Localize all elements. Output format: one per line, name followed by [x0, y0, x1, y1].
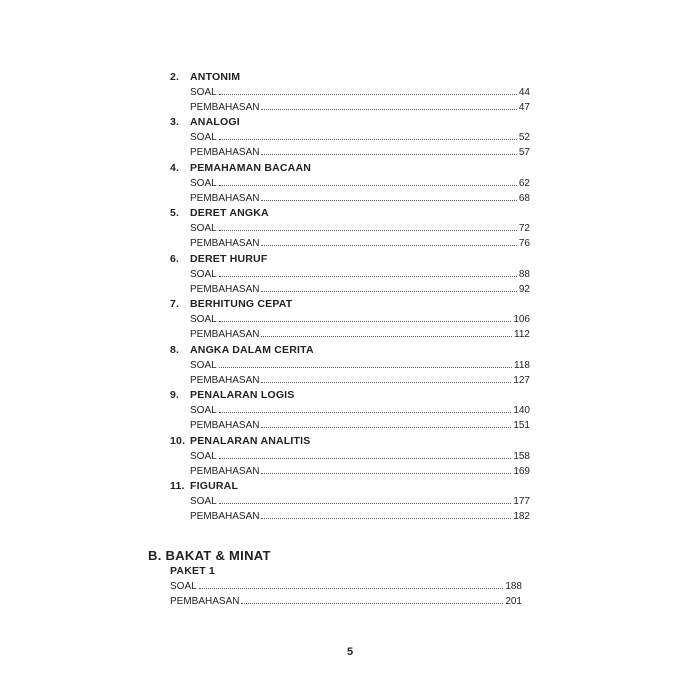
chapter-number: 9. — [170, 389, 180, 401]
entry-label: SOAL — [190, 405, 217, 416]
toc-chapter — [170, 252, 530, 297]
toc-chapter — [170, 206, 530, 251]
dot-leader — [261, 381, 511, 383]
dot-leader — [219, 138, 517, 140]
entry-page: 151 — [513, 420, 530, 431]
dot-leader — [261, 108, 516, 110]
entry-label: PEMBAHASAN — [190, 375, 260, 386]
entry-label: SOAL — [190, 314, 217, 325]
chapter-title: PENALARAN ANALITIS — [190, 435, 311, 447]
toc-chapter — [170, 70, 530, 115]
dot-leader — [199, 587, 504, 589]
entry-page: 52 — [518, 132, 530, 143]
toc-entry — [170, 358, 530, 373]
section-b-title: B. BAKAT & MINAT — [148, 548, 271, 563]
toc-entry — [170, 267, 530, 282]
toc-entry — [170, 191, 530, 206]
chapter-number: 10. — [170, 435, 186, 447]
entry-label: PEMBAHASAN — [190, 193, 260, 204]
toc-entry — [170, 327, 530, 342]
chapter-number: 2. — [170, 71, 180, 83]
toc-entry — [170, 509, 530, 524]
toc-entry — [170, 176, 530, 191]
entry-page: 140 — [513, 405, 530, 416]
chapter-number: 3. — [170, 116, 180, 128]
entry-label: SOAL — [190, 360, 217, 371]
chapter-heading — [170, 115, 530, 130]
entry-label: SOAL — [190, 178, 217, 189]
entry-label: PEMBAHASAN — [190, 511, 260, 522]
entry-label: PEMBAHASAN — [170, 596, 240, 607]
entry-page: 188 — [505, 581, 522, 592]
chapter-title: BERHITUNG CEPAT — [190, 298, 293, 310]
toc-entry — [170, 145, 530, 160]
toc-entry — [170, 594, 522, 609]
toc-entry — [170, 130, 530, 145]
toc-entry — [170, 464, 530, 479]
dot-leader — [219, 229, 517, 231]
entry-page: 112 — [514, 329, 530, 340]
chapter-heading — [170, 252, 530, 267]
chapter-title: PEMAHAMAN BACAAN — [190, 162, 312, 174]
toc-entry — [170, 494, 530, 509]
entry-label: SOAL — [190, 87, 217, 98]
toc-entry — [170, 373, 530, 388]
entry-label: PEMBAHASAN — [190, 420, 260, 431]
toc-entry — [170, 282, 530, 297]
dot-leader — [219, 366, 512, 368]
dot-leader — [219, 275, 517, 277]
entry-page: 182 — [513, 511, 530, 522]
dot-leader — [219, 93, 517, 95]
chapter-heading — [170, 479, 530, 494]
toc-entry — [170, 236, 530, 251]
entry-page: 57 — [518, 147, 530, 158]
dot-leader — [261, 153, 516, 155]
entry-page: 68 — [518, 193, 530, 204]
entry-label: PEMBAHASAN — [190, 102, 260, 113]
toc-chapter — [170, 434, 530, 479]
chapter-number: 5. — [170, 207, 180, 219]
entry-page: 118 — [514, 360, 530, 371]
chapter-heading — [170, 388, 530, 403]
dot-leader — [219, 320, 512, 322]
entry-label: PEMBAHASAN — [190, 238, 260, 249]
toc-entry — [170, 85, 530, 100]
dot-leader — [219, 411, 512, 413]
entry-label: PEMBAHASAN — [190, 329, 260, 340]
entry-label: PEMBAHASAN — [190, 147, 260, 158]
chapter-heading — [170, 434, 530, 449]
entry-label: PEMBAHASAN — [190, 466, 260, 477]
toc-entry — [170, 579, 522, 594]
entry-page: 158 — [513, 451, 530, 462]
entry-page: 47 — [518, 102, 530, 113]
page-number: 5 — [346, 646, 354, 658]
entry-page: 88 — [518, 269, 530, 280]
toc-chapter — [170, 115, 530, 160]
entry-label: SOAL — [190, 223, 217, 234]
chapter-title: ANGKA DALAM CERITA — [190, 344, 314, 356]
chapter-number: 4. — [170, 162, 180, 174]
dot-leader — [261, 517, 511, 519]
chapter-title: ANTONIM — [190, 71, 241, 83]
entry-label: SOAL — [190, 132, 217, 143]
dot-leader — [219, 457, 512, 459]
toc-entry — [170, 221, 530, 236]
dot-leader — [261, 199, 516, 201]
chapter-title: ANALOGI — [190, 116, 240, 128]
dot-leader — [261, 472, 511, 474]
toc-entry — [170, 403, 530, 418]
entry-page: 62 — [518, 178, 530, 189]
chapter-title: FIGURAL — [190, 480, 239, 492]
toc-chapter — [170, 479, 530, 524]
dot-leader — [219, 184, 517, 186]
entry-page: 92 — [518, 284, 530, 295]
entry-label: SOAL — [170, 581, 197, 592]
entry-page: 72 — [518, 223, 530, 234]
dot-leader — [261, 335, 512, 337]
entry-label: SOAL — [190, 269, 217, 280]
paket-block — [170, 564, 522, 609]
entry-page: 127 — [513, 375, 530, 386]
chapter-heading — [170, 297, 530, 312]
entry-label: SOAL — [190, 496, 217, 507]
paket-title: PAKET 1 — [170, 565, 215, 577]
entry-label: PEMBAHASAN — [190, 284, 260, 295]
chapter-number: 11. — [170, 480, 185, 492]
dot-leader — [241, 602, 503, 604]
toc-entry — [170, 312, 530, 327]
chapter-number: 7. — [170, 298, 180, 310]
entry-page: 76 — [518, 238, 530, 249]
toc-entry — [170, 100, 530, 115]
toc-chapter — [170, 343, 530, 388]
chapter-number: 8. — [170, 344, 180, 356]
entry-page: 169 — [513, 466, 530, 477]
chapter-heading — [170, 206, 530, 221]
dot-leader — [261, 426, 511, 428]
dot-leader — [261, 244, 516, 246]
dot-leader — [261, 290, 516, 292]
chapter-heading — [170, 343, 530, 358]
entry-label: SOAL — [190, 451, 217, 462]
toc-chapter — [170, 297, 530, 342]
entry-page: 177 — [513, 496, 530, 507]
toc-chapter — [170, 161, 530, 206]
chapter-heading — [170, 70, 530, 85]
dot-leader — [219, 502, 512, 504]
chapter-title: DERET HURUF — [190, 253, 268, 265]
entry-page: 106 — [513, 314, 530, 325]
entry-page: 201 — [505, 596, 522, 607]
chapter-number: 6. — [170, 253, 180, 265]
chapter-title: PENALARAN LOGIS — [190, 389, 295, 401]
toc-chapter — [170, 388, 530, 433]
chapter-title: DERET ANGKA — [190, 207, 269, 219]
toc-entry — [170, 418, 530, 433]
entry-page: 44 — [518, 87, 530, 98]
chapter-heading — [170, 161, 530, 176]
toc-entry — [170, 449, 530, 464]
